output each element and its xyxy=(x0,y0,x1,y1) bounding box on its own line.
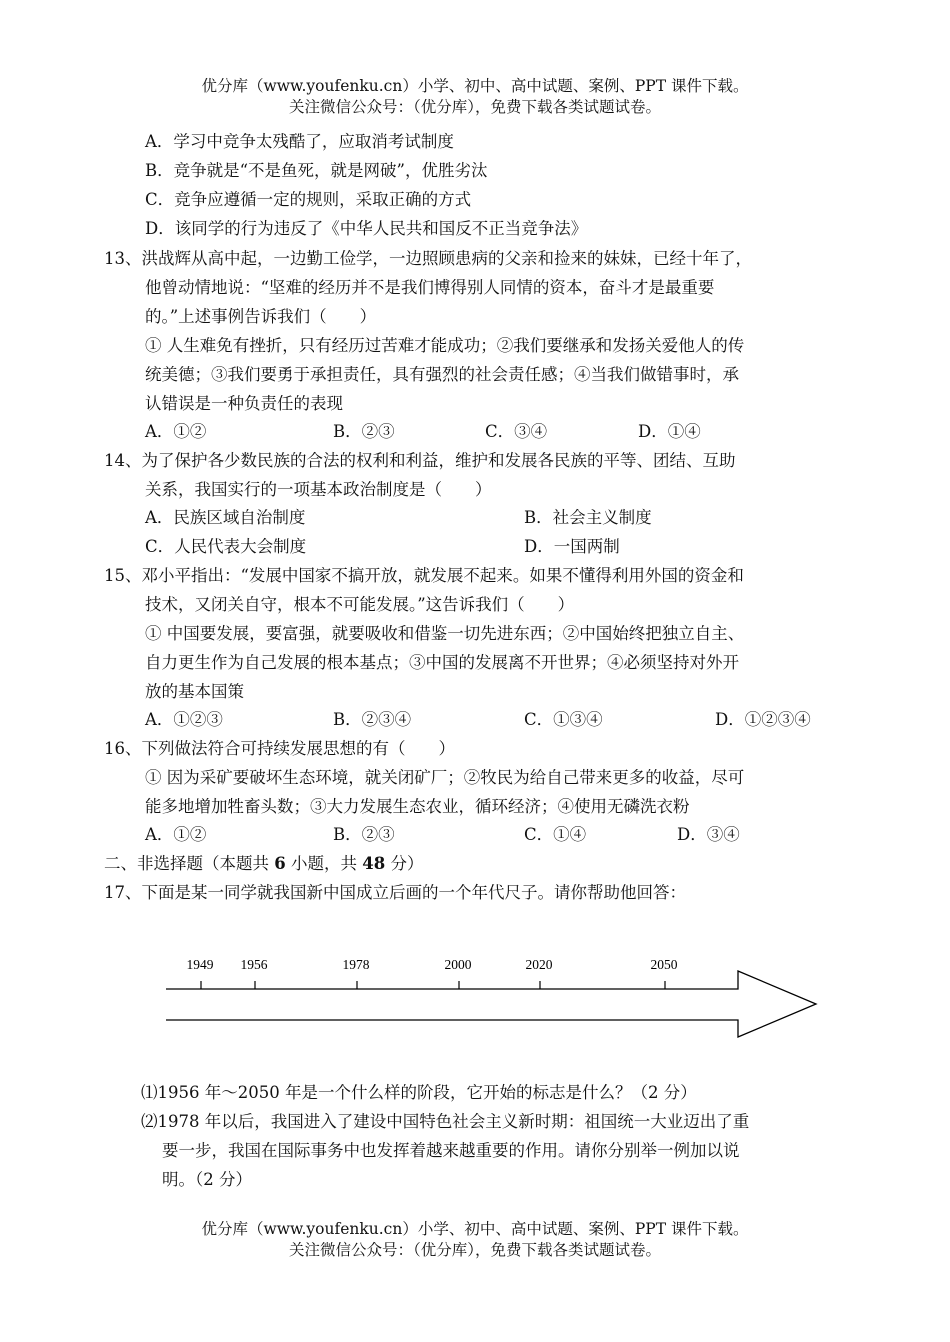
q12-option-a: A．学习中竞争太残酷了，应取消考试制度 xyxy=(145,132,454,151)
q15-statement-line-1: ① 中国要发展，要富强，就要吸收和借鉴一切先进东西；②中国始终把独立自主、 xyxy=(145,624,745,643)
q15-stem-line-1: 15、邓小平指出：“发展中国家不搞开放，就发展不起来。如果不懂得利用外国的资金和 xyxy=(104,566,744,585)
page-header-line-2: 关注微信公众号：（优分库），免费下载各类试题试卷。 xyxy=(288,98,661,116)
q13-statement-line-2: 统美德；③我们要勇于承担责任，具有强烈的社会责任感；④当我们做错事时，承 xyxy=(145,365,739,384)
q15-statement-line-3: 放的基本国策 xyxy=(145,682,244,701)
q16-option-b: B．②③ xyxy=(333,825,395,844)
q16-option-a: A．①② xyxy=(145,825,207,844)
q14-option-c: C．人民代表大会制度 xyxy=(145,537,307,556)
timeline-year-1949: 1949 xyxy=(186,957,214,972)
timeline-arrow-shape xyxy=(166,971,816,1037)
section-2-total-score: 48 xyxy=(362,854,386,873)
page-header-line-1: 优分库（www.youfenku.cn）小学、初中、高中试题、案例、PPT 课件下载。 xyxy=(201,77,749,95)
q12-option-d: D．该同学的行为违反了《中华人民共和国反不正当竞争法》 xyxy=(145,219,588,238)
q14-option-b: B．社会主义制度 xyxy=(524,508,652,527)
q12-option-b: B．竞争就是“不是鱼死，就是网破”，优胜劣汰 xyxy=(145,161,488,180)
q13-stem-line-2: 他曾动情地说：“坚难的经历并不是我们博得别人同情的资本，奋斗才是最重要 xyxy=(145,278,715,297)
q13-option-d: D．①④ xyxy=(638,422,701,441)
timeline-ticks xyxy=(201,981,665,989)
page-footer-line-1: 优分库（www.youfenku.cn）小学、初中、高中试题、案例、PPT 课件下载。 xyxy=(201,1220,749,1238)
q13-option-c: C．③④ xyxy=(485,422,548,441)
q13-option-b: B．②③ xyxy=(333,422,395,441)
q16-option-d: D．③④ xyxy=(677,825,740,844)
q15-option-c: C．①③④ xyxy=(524,710,603,729)
q17-sub-question-1: ⑴1956 年～2050 年是一个什么样的阶段，它开始的标志是什么？（2 分） xyxy=(141,1083,697,1102)
q13-option-a: A．①② xyxy=(145,422,207,441)
q14-stem-line-2: 关系，我国实行的一项基本政治制度是（ ） xyxy=(145,480,492,499)
q15-option-a: A．①②③ xyxy=(145,710,223,729)
q16-statement-line-2: 能多地增加牲畜头数；③大力发展生态农业，循环经济；④使用无磷洗衣粉 xyxy=(145,797,690,816)
q15-statement-line-2: 自力更生作为自己发展的根本基点；③中国的发展离不开世界；④必须坚持对外开 xyxy=(145,653,739,672)
section-2-question-count: 6 xyxy=(274,854,286,873)
q13-stem-line-3: 的。”上述事例告诉我们（ ） xyxy=(145,307,377,326)
q15-option-d: D．①②③④ xyxy=(715,710,811,729)
timeline-year-2000: 2000 xyxy=(444,957,472,972)
q16-option-c: C．①④ xyxy=(524,825,587,844)
q17-sub-question-2-line-2: 要一步，我国在国际事务中也发挥着越来越重要的作用。请你分别举一例加以说 xyxy=(162,1141,740,1160)
q16-stem-line-1: 16、下列做法符合可持续发展思想的有（ ） xyxy=(104,739,455,758)
q13-stem-line-1: 13、洪战辉从高中起，一边勤工俭学，一边照顾患病的父亲和捡来的妹妹，已经十年了， xyxy=(104,249,752,268)
q12-option-c: C．竞争应遵循一定的规则，采取正确的方式 xyxy=(145,190,472,209)
timeline-ruler xyxy=(0,945,950,1055)
q15-option-b: B．②③④ xyxy=(333,710,412,729)
q13-statement-line-1: ① 人生难免有挫折，只有经历过苦难才能成功；②我们要继承和发扬关爱他人的传 xyxy=(145,336,745,355)
q15-stem-line-2: 技术，又闭关自守，根本不可能发展。”这告诉我们（ ） xyxy=(145,595,575,614)
q17-sub-question-2-line-3: 明。（2 分） xyxy=(162,1170,252,1189)
q17-intro: 17、下面是某一同学就我国新中国成立后画的一个年代尺子。请你帮助他回答： xyxy=(104,883,686,902)
timeline-year-1978: 1978 xyxy=(342,957,370,972)
q13-statement-line-3: 认错误是一种负责任的表现 xyxy=(145,394,343,413)
q17-sub-question-2-line-1: ⑵1978 年以后，我国进入了建设中国特色社会主义新时期：祖国统一大业迈出了重 xyxy=(141,1112,750,1131)
section-2-heading: 二、非选择题（本题共 6 小题，共 48 分） xyxy=(104,854,424,873)
page-footer-line-2: 关注微信公众号：（优分库），免费下载各类试题试卷。 xyxy=(288,1241,661,1259)
q14-option-d: D．一国两制 xyxy=(524,537,620,556)
q16-statement-line-1: ① 因为采矿要破坏生态环境，就关闭矿厂；②牧民为给自己带来更多的收益，尽可 xyxy=(145,768,745,787)
q14-stem-line-1: 14、为了保护各少数民族的合法的权利和利益，维护和发展各民族的平等、团结、互助 xyxy=(104,451,736,470)
q14-option-a: A．民族区域自治制度 xyxy=(145,508,306,527)
timeline-year-1956: 1956 xyxy=(240,957,268,972)
timeline-year-2020: 2020 xyxy=(525,957,553,972)
timeline-year-2050: 2050 xyxy=(650,957,678,972)
